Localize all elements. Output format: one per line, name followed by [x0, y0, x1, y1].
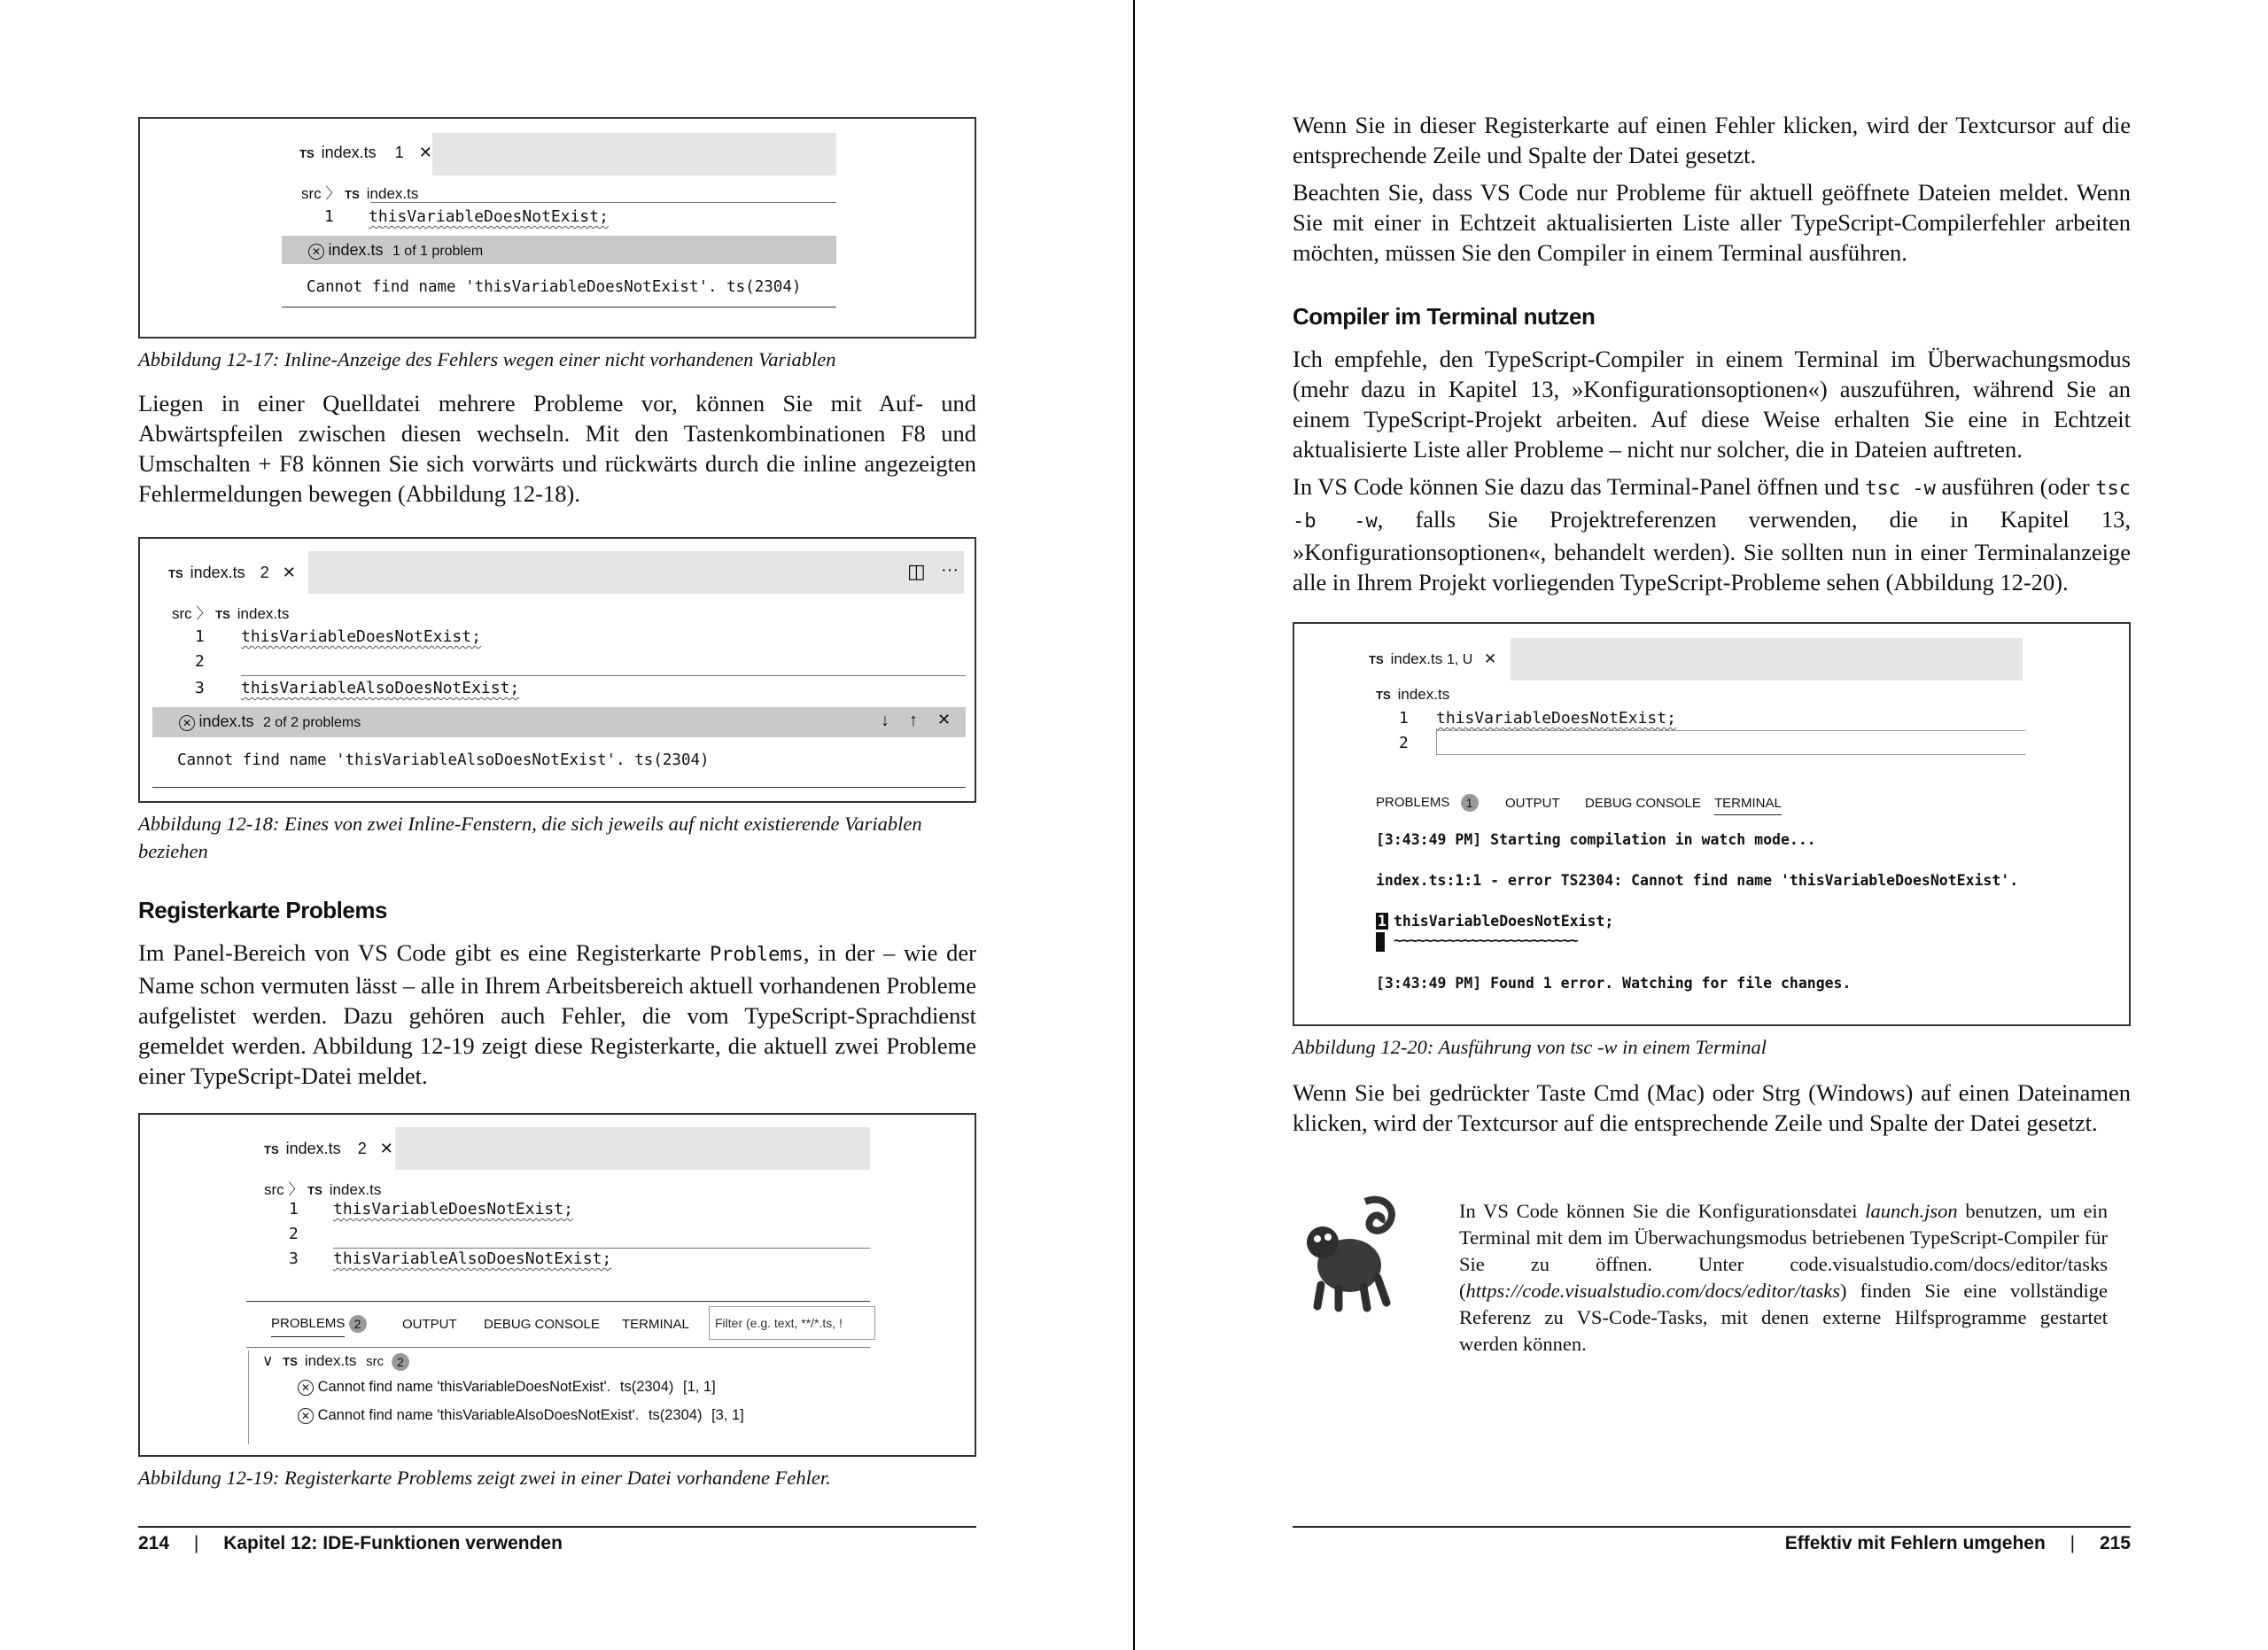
- typescript-file-icon: TS: [215, 608, 230, 621]
- close-icon[interactable]: ✕: [1484, 650, 1497, 667]
- panel-tab-terminal[interactable]: TERMINAL: [622, 1317, 689, 1332]
- typescript-file-icon: TS: [168, 567, 183, 580]
- problems-count-badge: 2: [392, 1353, 409, 1371]
- inline-code: tsc -w: [1865, 478, 1936, 500]
- code-line[interactable]: thisVariableDoesNotExist;: [333, 1200, 573, 1218]
- divider: [370, 202, 836, 203]
- problem-position: [1, 1]: [682, 1379, 716, 1395]
- breadcrumb[interactable]: [264, 1177, 381, 1199]
- line-number: 2: [1399, 734, 1409, 752]
- peek-title: [308, 241, 483, 260]
- text: , in der – wie der Name schon vermuten lässt – alle in Ihrem Arbeitsbereich aktuell vorhandenen Probleme aufgelistet werden. Dazu gehören auch Fehler, die vom TypeScript-Sprachdienst gemeldet werden. Abbildung 12-19 zeigt diese Registerkarte, die aktuell zwei Probleme einer TypeScript-Datei meldet.: [138, 939, 976, 1089]
- section-title: Effektiv mit Fehlern umgehen: [1784, 1533, 2046, 1553]
- inline-code: Problems: [709, 944, 804, 966]
- text: Im Panel-Bereich von VS Code gibt es eine Registerkarte: [138, 939, 710, 966]
- file-name: launch.json: [1865, 1200, 1958, 1222]
- tree-file-name: index.ts: [304, 1352, 357, 1369]
- code-line[interactable]: thisVariableDoesNotExist;: [241, 627, 481, 646]
- breadcrumb[interactable]: [1376, 686, 1449, 704]
- paragraph: Liegen in einer Quelldatei mehrere Probleme vor, können Sie mit Auf- und Abwärtspfeilen zwischen diesen wechseln. Mit den Tastenkombinationen F8 und Umschalten + F8 können Sie sich vorwärts und rückwärts durch die inline angezeigten Fehlermeldungen bewegen (Abbildung 12-18).: [138, 390, 976, 507]
- inline-code: tsc -b -w: [1293, 478, 2131, 533]
- tab-badge: 1: [394, 144, 404, 161]
- page-footer: [1293, 1533, 2131, 1554]
- page-number: 214: [138, 1533, 170, 1553]
- paragraph: Beachten Sie, dass VS Code nur Probleme für aktuell geöffnete Dateien meldet. Wenn Sie mit einer in Echtzeit aktualisierten Liste aller TypeScript-Compilerfehler arbeiten möchten, müssen Sie den Compiler in einem Terminal ausführen.: [1293, 179, 2131, 266]
- problem-item[interactable]: [298, 1379, 716, 1396]
- footer-separator: |: [193, 1533, 199, 1553]
- tab-bar: [308, 551, 964, 594]
- footer-rule: [1293, 1526, 2131, 1528]
- peek-count: 2 of 2 problems: [262, 715, 361, 730]
- breadcrumb-src[interactable]: src: [301, 185, 322, 202]
- typescript-file-icon: TS: [283, 1355, 298, 1368]
- error-icon: ✕: [298, 1380, 314, 1396]
- problems-tree-file[interactable]: [262, 1352, 409, 1371]
- divider: [246, 1347, 870, 1348]
- figure-caption: Abbildung 12-18: Eines von zwei Inline-Fenstern, die sich jeweils auf nicht existierende Variablen beziehen: [138, 813, 922, 862]
- figure-caption: Abbildung 12-17: Inline-Anzeige des Fehlers wegen einer nicht vorhandenen Variablen: [138, 348, 836, 370]
- figure-12-20: [1293, 622, 2131, 1026]
- paragraph: [1293, 471, 2131, 597]
- url-link[interactable]: https://code.visualstudio.com/docs/editor/tasks: [1465, 1280, 1840, 1302]
- text: ausführen (oder: [1935, 473, 2096, 500]
- code-line[interactable]: thisVariableDoesNotExist;: [369, 207, 609, 226]
- panel-tab-debug-console[interactable]: DEBUG CONSOLE: [1585, 796, 1701, 811]
- tab-bar-empty: [432, 133, 836, 175]
- chevron-right-icon: 〉: [288, 1181, 304, 1198]
- breadcrumb[interactable]: [301, 181, 418, 203]
- terminal-gutter: 1: [1378, 913, 1386, 930]
- divider: [248, 1350, 249, 1444]
- tree-folder: src: [366, 1354, 384, 1369]
- line-number: 1: [289, 1200, 299, 1218]
- panel-tab-debug-console[interactable]: DEBUG CONSOLE: [484, 1317, 600, 1332]
- breadcrumb-file[interactable]: index.ts: [366, 185, 419, 202]
- error-message: Cannot find name 'thisVariableDoesNotExist'. ts(2304): [307, 278, 802, 296]
- tab-bar-empty: [1511, 638, 2023, 681]
- divider: [246, 1301, 870, 1302]
- chevron-down-icon: ∨: [262, 1352, 274, 1369]
- text: , falls Sie Projektreferenzen verwenden, die in Kapitel 13, »Konfigurationsoptionen«, behandelt werden). Sie sollten nun in einer Terminalanzeige alle in Ihrem Projekt vorliegenden TypeScript-Probleme sehen (Abbildung 12-20).: [1293, 506, 2131, 595]
- editor-tab[interactable]: [264, 1140, 393, 1158]
- paragraph: Wenn Sie bei gedrückter Taste Cmd (Mac) oder Strg (Windows) auf einen Dateinamen klicken, wird der Textcursor auf die entsprechende Zeile und Spalte der Datei gesetzt.: [1293, 1079, 2131, 1136]
- terminal-output-line: thisVariableDoesNotExist;: [1394, 913, 1614, 930]
- text: benutzen, um ein Terminal mit dem im Überwachungsmodus betriebenen TypeScript-Compiler für Sie zu öffnen. Unter code.visualstudio.com/docs/editor/tasks (: [1459, 1200, 2109, 1302]
- panel-tab-output[interactable]: OUTPUT: [402, 1317, 457, 1332]
- typescript-file-icon: TS: [264, 1143, 279, 1156]
- editor-tab[interactable]: [1369, 650, 1496, 668]
- typescript-file-icon: TS: [299, 147, 315, 160]
- peek-count: 1 of 1 problem: [392, 244, 484, 259]
- close-icon[interactable]: ✕: [282, 564, 296, 581]
- peek-title: [179, 712, 361, 731]
- terminal-output-line: ~~~~~~~~~~~~~~~~~~~~~~~~: [1394, 932, 1578, 949]
- error-message: Cannot find name 'thisVariableAlsoDoesNotExist'. ts(2304): [177, 751, 710, 769]
- chevron-right-icon: 〉: [196, 605, 212, 622]
- next-problem-icon[interactable]: ↓: [881, 711, 889, 730]
- breadcrumb-src[interactable]: src: [172, 605, 192, 622]
- code-line[interactable]: thisVariableAlsoDoesNotExist;: [333, 1249, 612, 1268]
- tab-filename: index.ts: [1390, 650, 1443, 667]
- line-number: 3: [289, 1249, 299, 1268]
- text: In VS Code können Sie die Konfigurationsdatei: [1459, 1200, 1866, 1222]
- footer-rule: [138, 1526, 976, 1528]
- terminal-output-line: [3:43:49 PM] Starting compilation in watch mode...: [1376, 831, 1816, 848]
- more-actions-icon[interactable]: ···: [941, 560, 959, 580]
- divider: [241, 675, 966, 676]
- code-line[interactable]: thisVariableDoesNotExist;: [1436, 709, 1676, 728]
- panel-tab-label: PROBLEMS: [1376, 794, 1450, 810]
- peek-file: index.ts: [328, 241, 384, 259]
- page-number: 215: [2099, 1533, 2131, 1553]
- line-number: 1: [324, 207, 334, 226]
- problems-count-badge: 1: [1461, 794, 1479, 812]
- error-icon: ✕: [308, 244, 324, 260]
- line-number: 3: [195, 679, 205, 697]
- terminal-gutter-bar: [1376, 932, 1385, 952]
- chapter-title: Kapitel 12: IDE-Funktionen verwenden: [223, 1533, 563, 1553]
- page-footer: [138, 1533, 563, 1554]
- panel-tab-label: PROBLEMS: [271, 1316, 345, 1337]
- error-icon: ✕: [179, 715, 195, 731]
- figure-12-19: [138, 1113, 976, 1457]
- tab-badge: 2: [357, 1140, 367, 1157]
- divider: [152, 787, 966, 788]
- paragraph: [138, 938, 976, 1091]
- split-editor-icon[interactable]: ◫: [907, 560, 926, 582]
- panel-tab-problems[interactable]: [1376, 794, 1479, 812]
- close-icon[interactable]: ✕: [418, 144, 432, 161]
- divider: [333, 1248, 870, 1249]
- close-icon[interactable]: ✕: [937, 711, 951, 728]
- editor-tab[interactable]: [299, 144, 432, 162]
- problem-code: ts(2304): [648, 1407, 703, 1423]
- previous-problem-icon[interactable]: ↑: [909, 711, 918, 730]
- tab-badge: 1, U: [1446, 652, 1473, 667]
- paragraph: Ich empfehle, den TypeScript-Compiler in einem Terminal im Überwachungsmodus (mehr dazu in Kapitel 13, »Konfigurationsoptionen«) auszuführen, während Sie an einem TypeScript-Projekt arbeiten. Auf diese Weise erhalten Sie eine in Echtzeit aktualisierte Liste aller Probleme – nicht nur solcher, die in Dateien auftreten.: [1293, 346, 2131, 463]
- text: In VS Code können Sie dazu das Terminal-Panel öffnen und: [1293, 473, 1866, 500]
- figure-caption: Abbildung 12-19: Registerkarte Problems zeigt zwei in einer Datei vorhandene Fehler.: [138, 1467, 831, 1489]
- error-icon: ✕: [298, 1408, 314, 1424]
- figure-12-17: [138, 117, 976, 339]
- text: ) finden Sie eine vollständige Referenz zu VS-Code-Tasks, mit denen externe Hilfsprogramme gestartet werden können.: [1459, 1280, 2108, 1355]
- tip-animal-icon: [1303, 1193, 1401, 1313]
- problem-text: Cannot find name 'thisVariableAlsoDoesNotExist'.: [317, 1407, 640, 1423]
- problem-code: ts(2304): [619, 1379, 674, 1395]
- breadcrumb-file[interactable]: index.ts: [237, 605, 290, 622]
- panel-tab-terminal[interactable]: TERMINAL: [1714, 796, 1782, 815]
- section-heading: Compiler im Terminal nutzen: [1293, 303, 1596, 330]
- breadcrumb-file[interactable]: index.ts: [1397, 686, 1450, 703]
- typescript-file-icon: TS: [1376, 689, 1391, 702]
- figure-12-18: [138, 537, 976, 803]
- terminal-output-line: [3:43:49 PM] Found 1 error. Watching for file changes.: [1376, 975, 1852, 992]
- typescript-file-icon: TS: [345, 188, 360, 201]
- tab-badge: 2: [260, 564, 269, 581]
- terminal-output-line: index.ts:1:1 - error TS2304: Cannot find name 'thisVariableDoesNotExist'.: [1376, 872, 2019, 889]
- typescript-file-icon: TS: [307, 1184, 322, 1197]
- problem-position: [3, 1]: [711, 1407, 744, 1423]
- problem-item[interactable]: [298, 1407, 744, 1424]
- breadcrumb[interactable]: [172, 601, 289, 623]
- editor-tab[interactable]: [168, 564, 296, 582]
- chevron-right-icon: 〉: [325, 185, 341, 202]
- tab-filename: index.ts: [285, 1140, 341, 1157]
- tab-filename: index.ts: [190, 564, 245, 581]
- left-page: [0, 0, 1133, 1650]
- line-number: 1: [195, 627, 205, 646]
- problems-count-badge: 2: [349, 1315, 367, 1333]
- typescript-file-icon: TS: [1369, 653, 1384, 666]
- section-heading: Registerkarte Problems: [138, 897, 387, 923]
- footer-separator: |: [2070, 1533, 2076, 1553]
- tip-text: [1459, 1198, 2108, 1358]
- code-line[interactable]: thisVariableAlsoDoesNotExist;: [241, 679, 520, 697]
- tab-bar-empty: [395, 1127, 870, 1170]
- problem-text: Cannot find name 'thisVariableDoesNotExist'.: [317, 1379, 611, 1395]
- filter-input[interactable]: Filter (e.g. text, **/*.ts, !: [709, 1306, 875, 1340]
- panel-tab-output[interactable]: OUTPUT: [1505, 796, 1560, 811]
- figure-caption: Abbildung 12-20: Ausführung von tsc -w in einem Terminal: [1293, 1036, 1767, 1058]
- peek-file: index.ts: [198, 712, 254, 730]
- breadcrumb-src[interactable]: src: [264, 1181, 284, 1198]
- current-line-highlight: [1436, 730, 2025, 755]
- right-page: [1135, 0, 2268, 1650]
- paragraph: Wenn Sie in dieser Registerkarte auf einen Fehler klicken, wird der Textcursor auf die entsprechende Zeile und Spalte der Datei gesetzt.: [1293, 112, 2131, 168]
- line-number: 1: [1399, 709, 1409, 728]
- line-number: 2: [289, 1225, 299, 1243]
- breadcrumb-file[interactable]: index.ts: [329, 1181, 382, 1198]
- line-number: 2: [195, 652, 205, 671]
- panel-tab-problems[interactable]: [271, 1315, 367, 1333]
- close-icon[interactable]: ✕: [379, 1140, 393, 1157]
- tab-filename: index.ts: [321, 144, 377, 161]
